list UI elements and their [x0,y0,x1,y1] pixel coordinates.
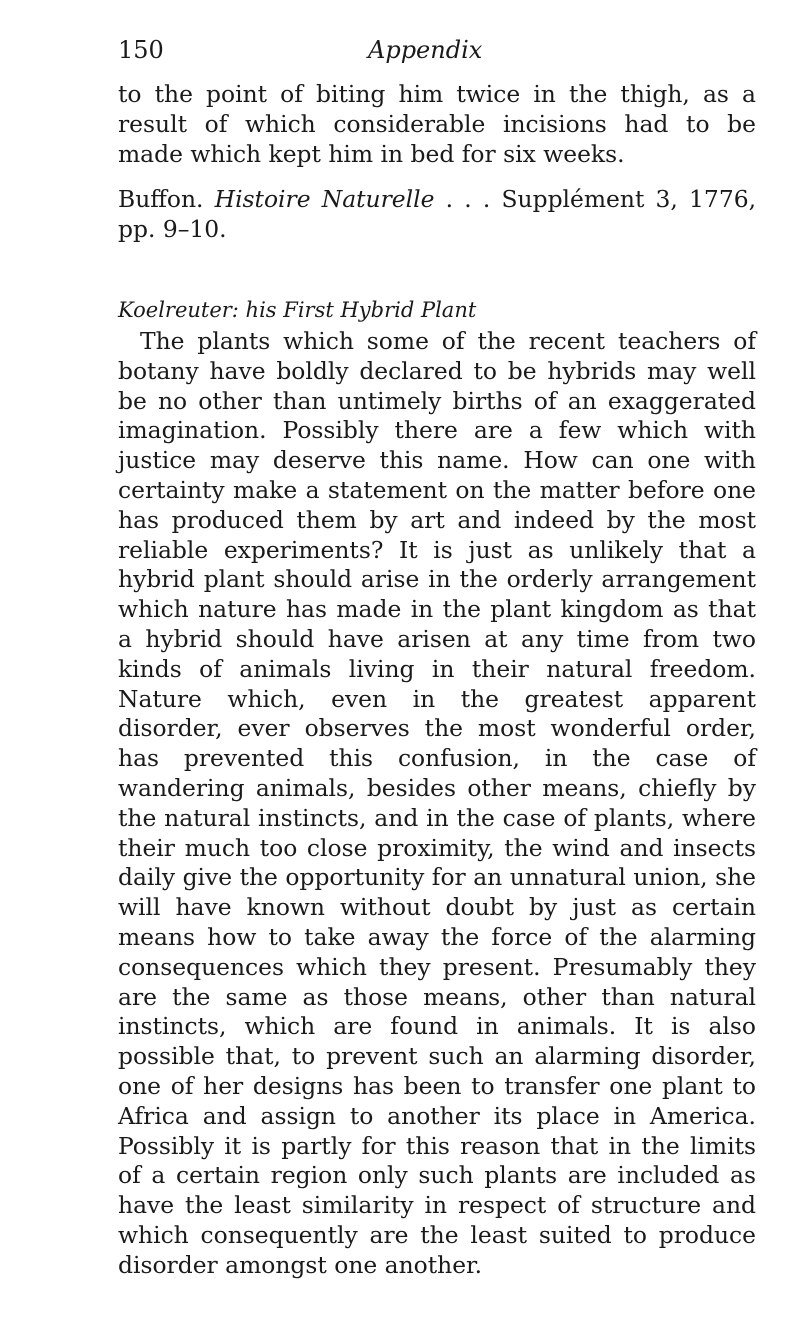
citation-details: . . . Supplément 3, 1776, pp. 9–10. [118,185,757,244]
page-number: 150 [118,36,164,64]
continued-paragraph: to the point of biting him twice in the thigh, as a result of which considerable incisions had to be made which kept him in bed for six weeks. [118,80,756,168]
citation [118,185,756,245]
section-body-paragraph: The plants which some of the recent teachers of botany have boldly declared to be hybrids may well be no other than untimely births of an exaggerated imagination. Possibly there are a few which with justice may deserve this name. How can one with certainty make a statement on the matter before one has produced them by art and indeed by the most reliable experiments? It is just as unlikely that a hybrid plant should arise in the orderly arrangement which nature has made in the plant kingdom as that a hybrid should have arisen at any time from two kinds of animals living in their natural freedom. Nature which, even in the greatest apparent disorder, ever observes the most wonderful order, has prevented this confusion, in the case of wandering animals, besides other means, chiefly by the natural instincts, and in the case of plants, where their much too close proximity, the wind and insects daily give the opportunity for an unnatural union, she will have known without doubt by just as certain means how to take away the force of the alarming consequences which they present. Presumably they are the same as those means, other than natural instincts, which are found in animals. It is also possible that, to prevent such an alarming disorder, one of her designs has been to transfer one plant to Africa and assign to another its place in America. Possibly it is partly for this reason that in the limits of a certain region only such plants are included as have the least similarity in respect of structure and which consequently are the least suited to produce disorder amongst one another. [118,326,756,1279]
citation-author: Buffon. [118,185,204,214]
citation-title: Histoire Naturelle [214,185,435,214]
book-page [118,36,756,1280]
section-heading: Koelreuter: his First Hybrid Plant [118,297,477,322]
section-koelreuter [118,295,756,1281]
running-title: Appendix [368,36,483,64]
running-head [118,36,756,80]
